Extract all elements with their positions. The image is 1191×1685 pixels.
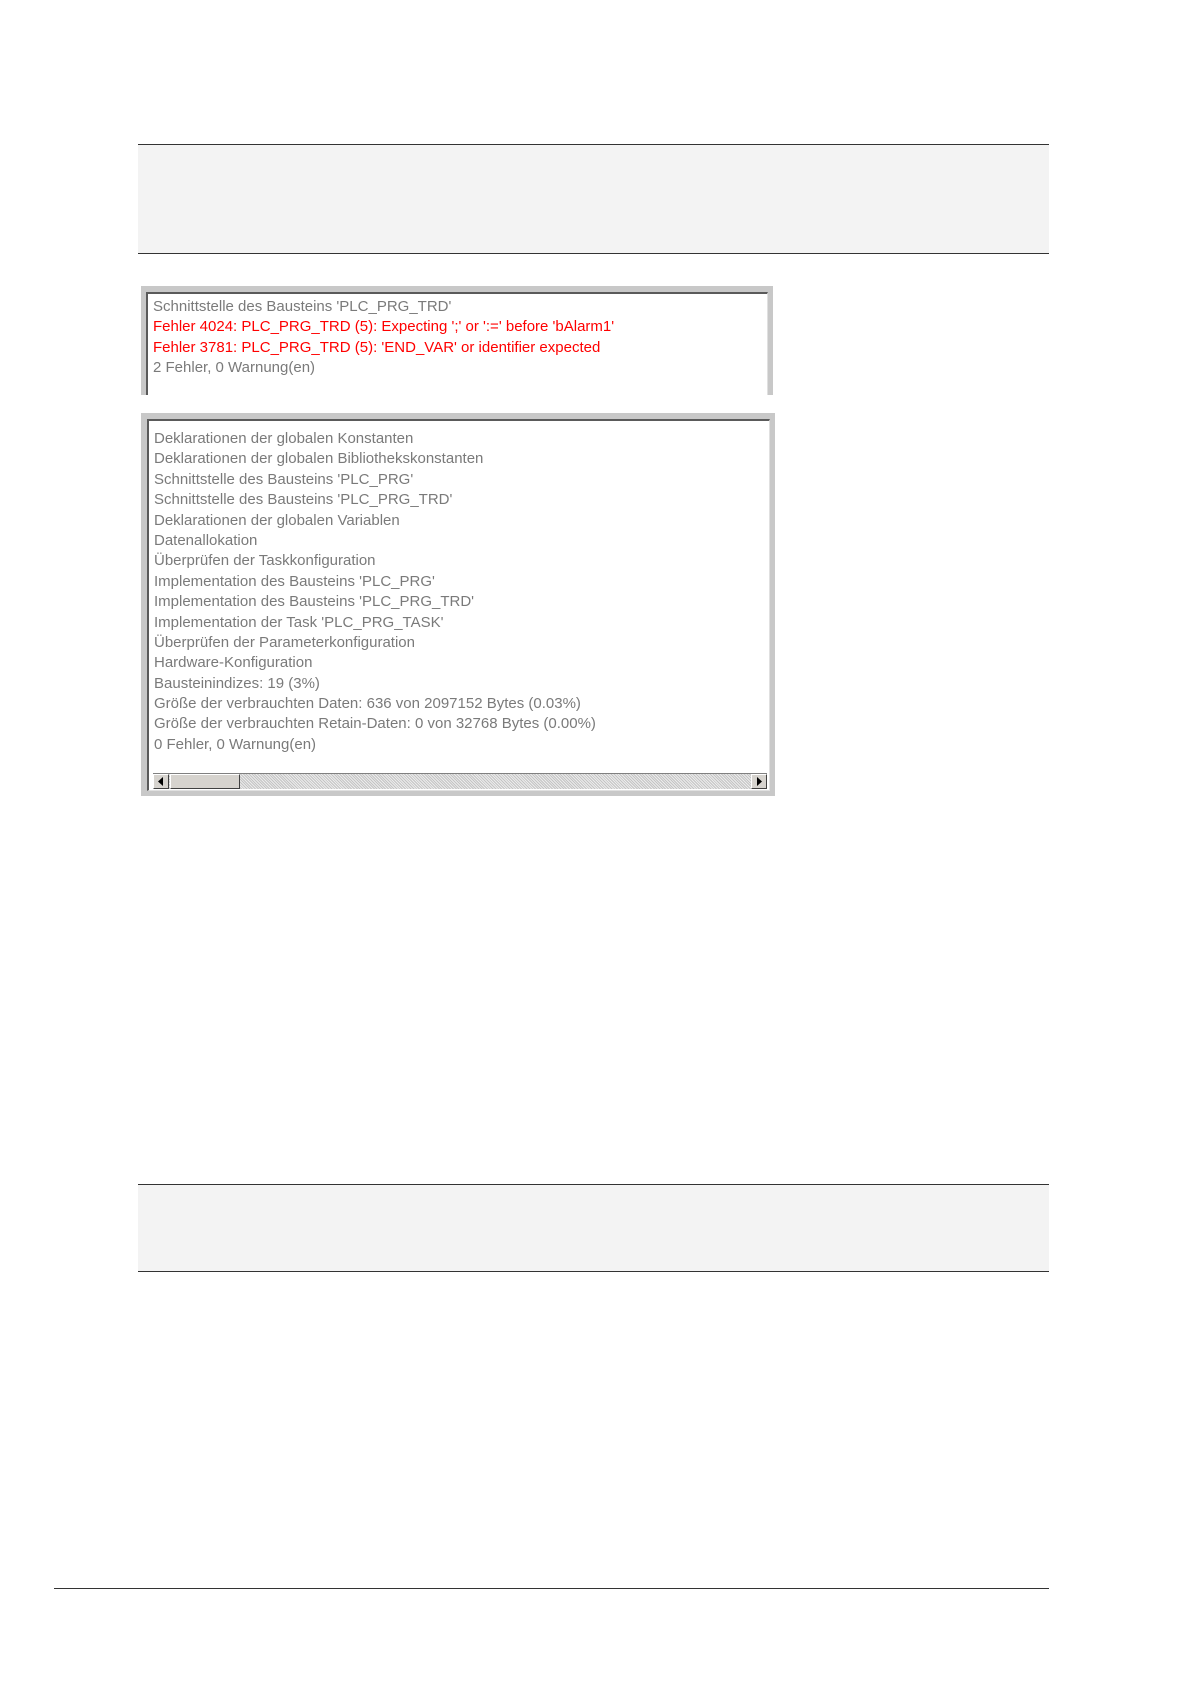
- note-box-bottom: [138, 1184, 1049, 1272]
- message-line: 2 Fehler, 0 Warnung(en): [153, 359, 316, 377]
- message-line: Schnittstelle des Bausteins 'PLC_PRG_TRD': [154, 491, 453, 509]
- message-line: Deklarationen der globalen Konstanten: [154, 430, 414, 447]
- message-line: Deklarationen der globalen Bibliothekskonstanten: [154, 450, 484, 468]
- message-list-panel: [147, 419, 770, 791]
- arrow-right-icon: [755, 777, 763, 786]
- arrow-left-icon: [157, 777, 165, 786]
- message-line: Implementation des Bausteins 'PLC_PRG_TRD': [154, 593, 475, 611]
- message-lines: [153, 297, 614, 379]
- error-message-line: Fehler 3781: PLC_PRG_TRD (5): 'END_VAR' or identifier expected: [153, 338, 601, 356]
- scroll-left-button[interactable]: [153, 774, 169, 789]
- message-line: Implementation des Bausteins 'PLC_PRG': [154, 572, 435, 590]
- note-box-top: [138, 144, 1049, 254]
- message-line: Hardware-Konfiguration: [154, 654, 313, 672]
- message-line: 0 Fehler, 0 Warnung(en): [154, 735, 317, 753]
- message-line: Größe der verbrauchten Daten: 636 von 2097152 Bytes (0.03%): [154, 695, 581, 713]
- message-line: Implementation der Task 'PLC_PRG_TASK': [154, 613, 444, 631]
- message-window-compile-errors: [141, 286, 773, 395]
- message-window-compile-success: [141, 413, 775, 796]
- horizontal-scrollbar[interactable]: [153, 773, 767, 789]
- scroll-thumb[interactable]: [170, 774, 240, 789]
- message-line: Schnittstelle des Bausteins 'PLC_PRG': [154, 470, 414, 488]
- message-line: Größe der verbrauchten Retain-Daten: 0 von 32768 Bytes (0.00%): [154, 715, 596, 733]
- message-lines: [154, 429, 596, 755]
- message-line: Schnittstelle des Bausteins 'PLC_PRG_TRD': [153, 298, 452, 315]
- footer-divider: [54, 1588, 1049, 1589]
- message-line: Bausteinindizes: 19 (3%): [154, 674, 320, 692]
- message-line: Überprüfen der Taskkonfiguration: [154, 552, 376, 570]
- message-list-panel: [146, 292, 768, 395]
- message-line: Datenallokation: [154, 531, 258, 549]
- message-line: Deklarationen der globalen Variablen: [154, 511, 400, 529]
- message-line: Überprüfen der Parameterkonfiguration: [154, 633, 415, 651]
- error-message-line: Fehler 4024: PLC_PRG_TRD (5): Expecting ';' or ':=' before 'bAlarm1': [153, 318, 615, 336]
- scroll-right-button[interactable]: [751, 774, 767, 789]
